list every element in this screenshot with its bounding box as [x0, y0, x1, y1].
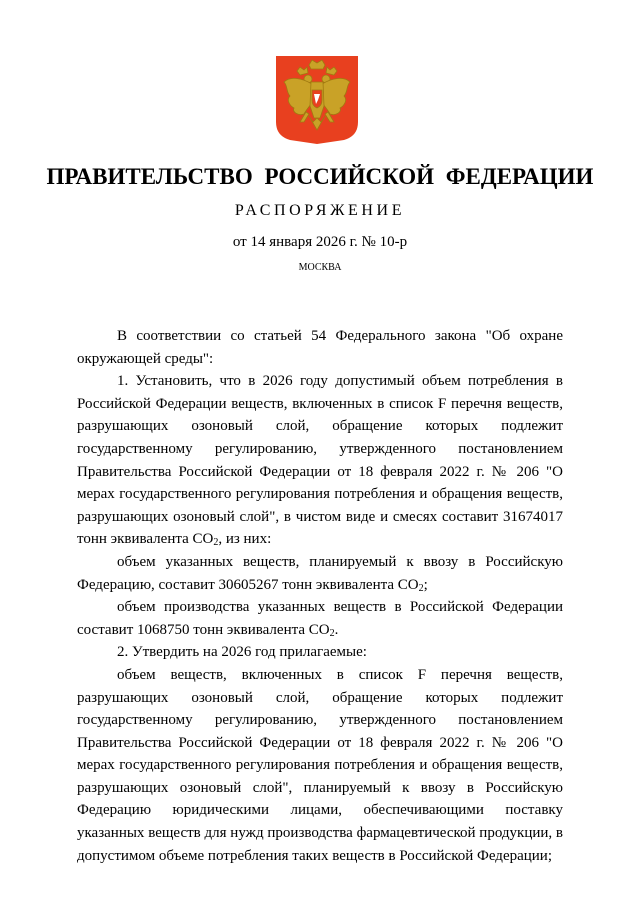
item-1-tail: , из них:	[218, 531, 272, 548]
document-body	[77, 325, 563, 867]
production-text: объем производства указанных веществ в Российской Федерации составит 1068750 тонн эквивалента CO	[77, 599, 563, 638]
item-1-text: 1. Установить, что в 2026 году допустимый объем потребления в Российской Федерации веществ, включенных в список F перечня веществ, разрушающих озоновый слой, обращение которых подлежит государственному регулированию, утвержденного постановлением Правительства Российской Федерации от 18 февраля 2022 г. № 206 "О мерах государственного регулирования потребления и обращения веществ, разрушающих озоновый слой", в чистом виде и смесях составит 31674017 тонн эквивалента CO	[77, 373, 563, 548]
document-type: РАСПОРЯЖЕНИЕ	[234, 202, 406, 219]
item-2-list-paragraph: объем веществ, включенных в список F перечня веществ, разрушающих озоновый слой, обращение которых подлежит государственному регулированию, утвержденного постановлением Правительства Российской Федерации от 18 февраля 2022 г. № 206 "О мерах государственного регулирования потребления и обращения веществ, разрушающих озоновый слой", планируемый к ввозу в Российскую Федерацию юридическими лицами, обеспечивающими поставку указанных веществ для нужд производства фармацевтической продукции, в допустимом объеме потребления таких веществ в Российской Федерации;	[77, 666, 563, 864]
co2-subscript: 2	[329, 627, 335, 639]
co2-subscript: 2	[213, 537, 219, 549]
import-paragraph	[77, 551, 563, 596]
import-text: объем указанных веществ, планируемый к ввозу в Российскую Федерацию, составит 30605267 тонн эквивалента CO	[77, 553, 563, 593]
document-city: МОСКВА	[298, 262, 342, 273]
production-tail: .	[334, 621, 339, 638]
russian-coat-of-arms-icon	[276, 56, 358, 144]
item-2-paragraph: 2. Утвердить на 2026 год прилагаемые:	[117, 644, 367, 661]
intro-paragraph: В соответствии со статьей 54 Федерального закона "Об охране окружающей среды":	[77, 328, 563, 367]
document-date-number: от 14 января 2026 г. № 10-р	[232, 234, 408, 250]
production-paragraph	[77, 596, 563, 641]
government-title: ПРАВИТЕЛЬСТВО РОССИЙСКОЙ ФЕДЕРАЦИИ	[46, 164, 594, 189]
item-1-paragraph	[77, 370, 563, 551]
co2-subscript: 2	[418, 582, 424, 594]
import-tail: ;	[423, 576, 428, 593]
